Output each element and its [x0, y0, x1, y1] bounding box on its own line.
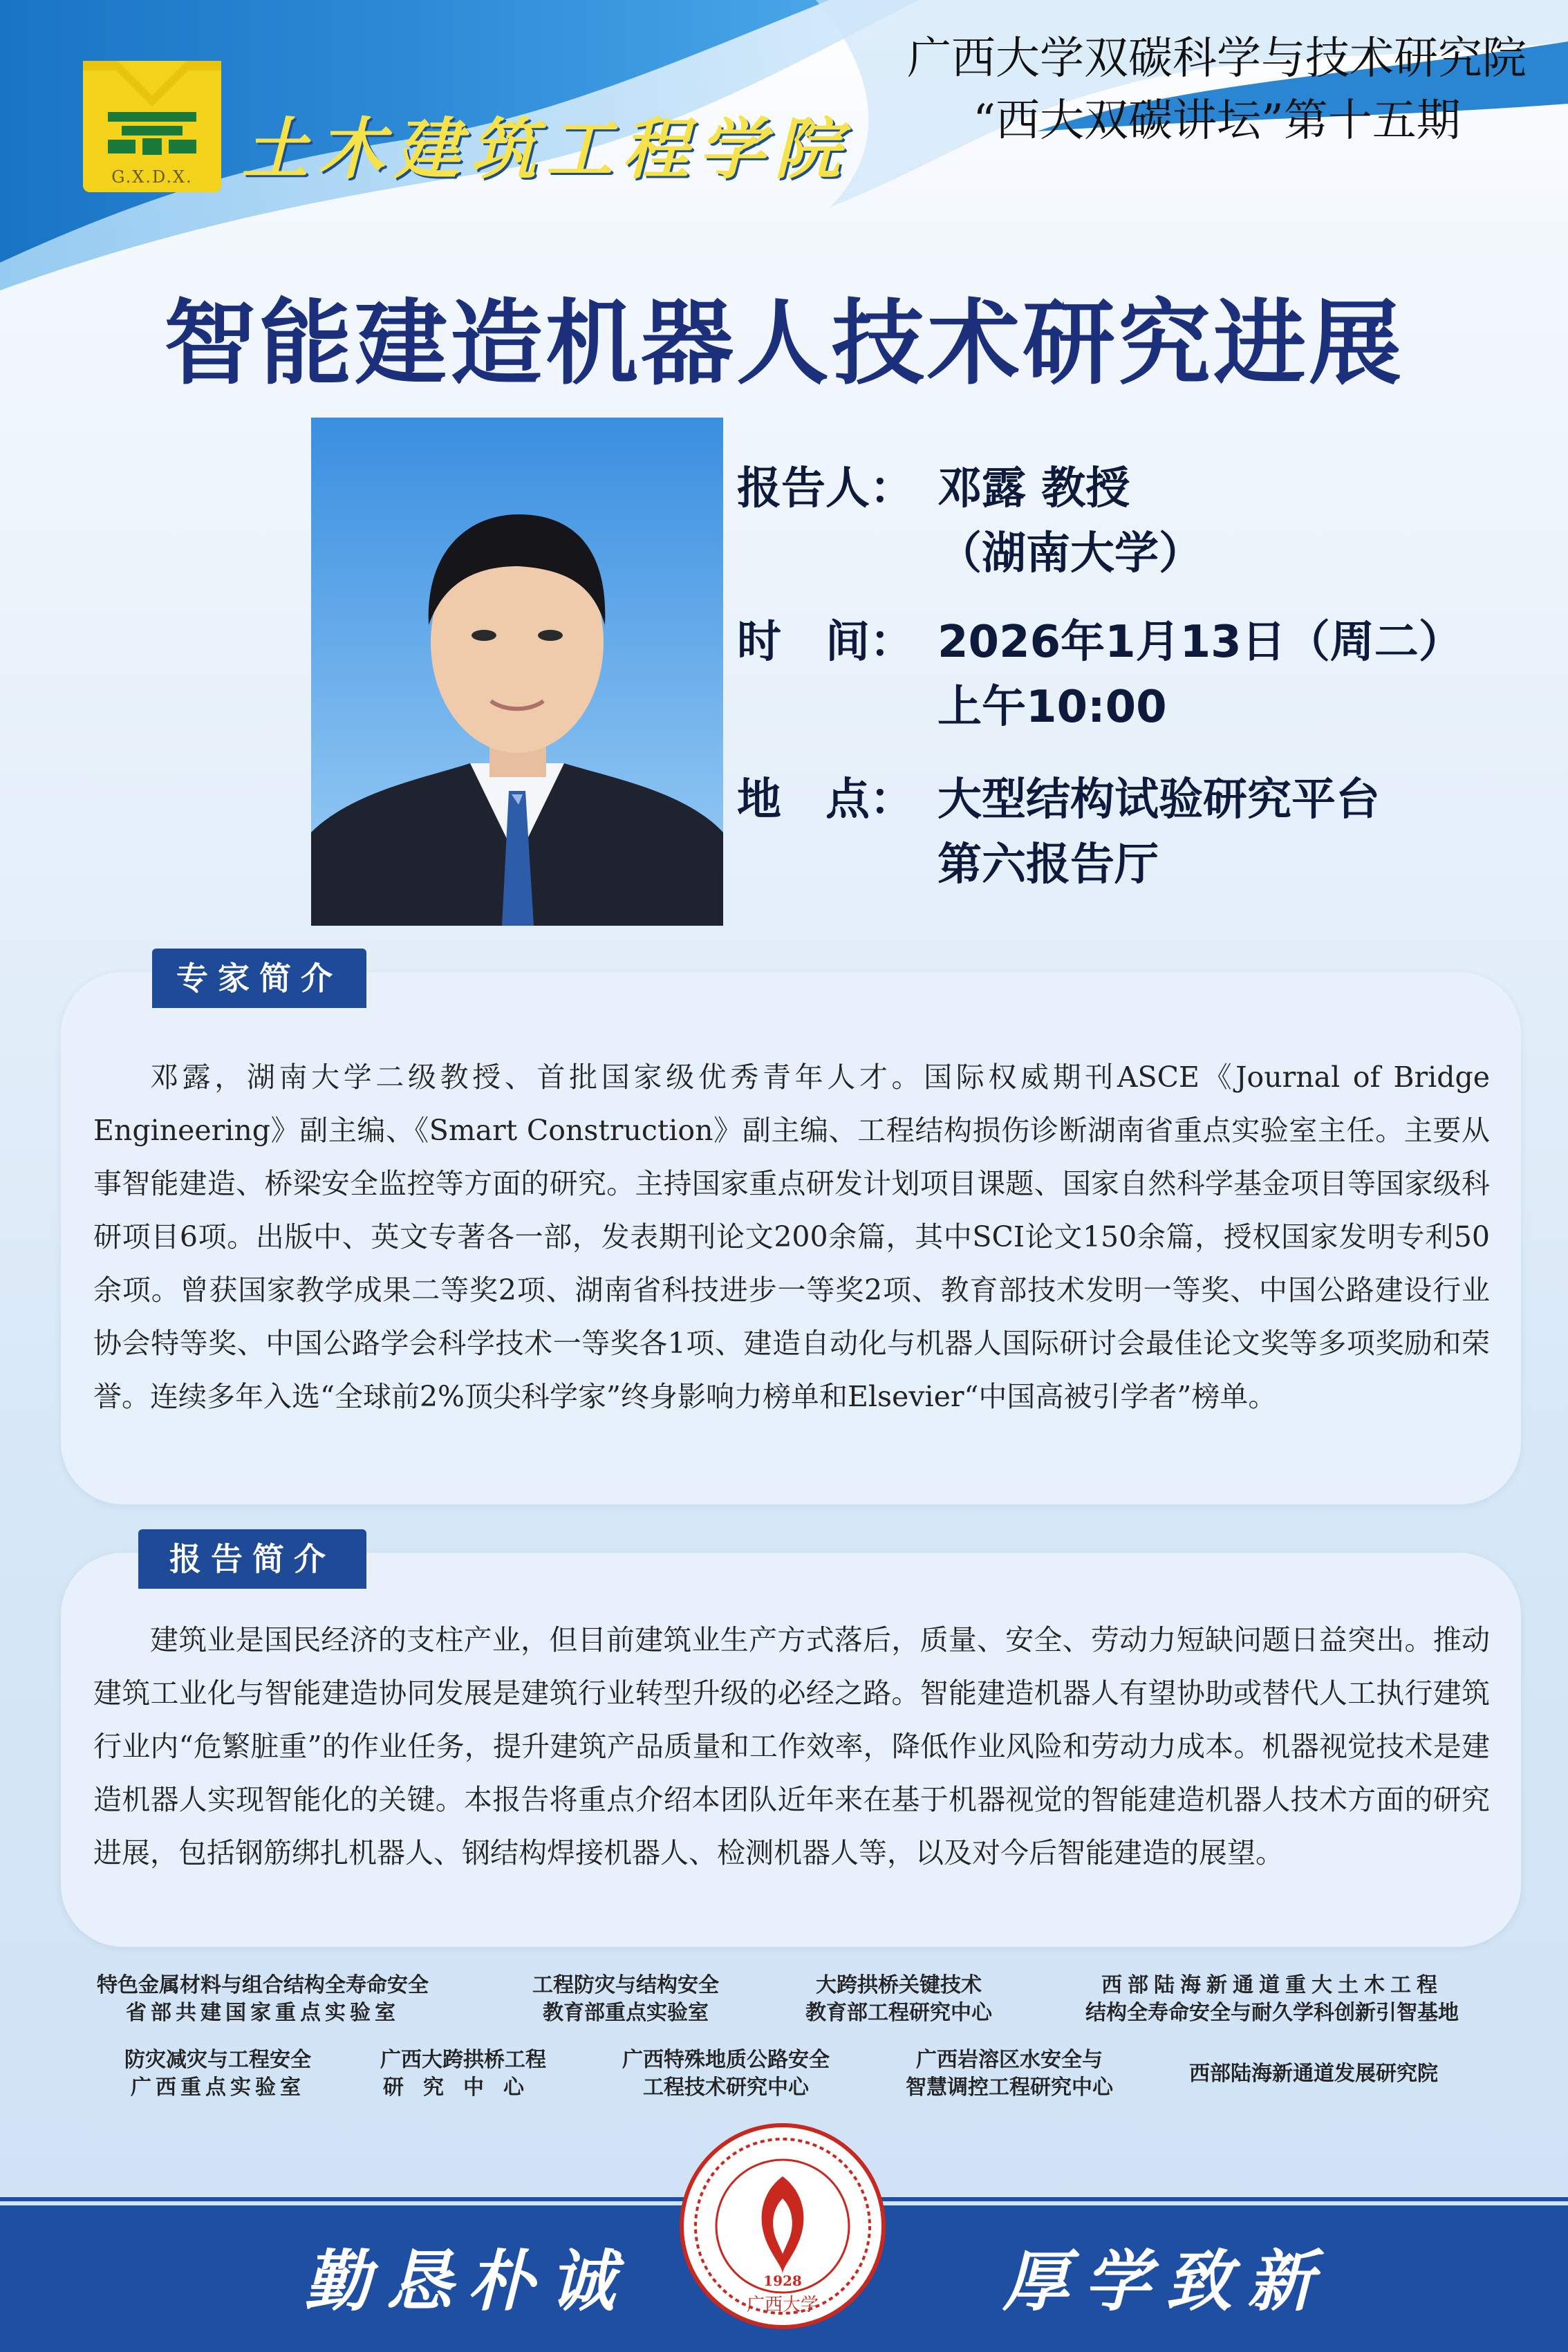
lab-item — [885, 2046, 1134, 2102]
lab-line: 西部陆海新通道重大土木工程 — [1101, 1973, 1443, 1997]
speaker-photo — [311, 418, 723, 926]
speaker-affiliation: （湖南大学） — [937, 528, 1203, 579]
school-name: 土木建筑工程学院 — [242, 110, 850, 188]
lab-item — [83, 1972, 442, 2027]
time-clock: 上午10:00 — [937, 682, 1167, 733]
lab-line: 大跨拱桥关键技术 — [816, 1973, 982, 1997]
lab-item — [366, 2046, 560, 2102]
lab-line: 防灾减灾与工程安全 — [124, 2048, 311, 2072]
lab-line: 智慧调控工程研究中心 — [906, 2075, 1113, 2100]
lab-line: 广西特殊地质公路安全 — [622, 2048, 830, 2072]
header-right-block — [907, 28, 1527, 152]
institute-name: 广西大学双碳科学与技术研究院 — [907, 33, 1527, 84]
motto-left: 勤恳朴诚 — [304, 2242, 631, 2320]
forum-name: “西大双碳讲坛”第十五期 — [973, 95, 1461, 147]
lab-item — [1168, 2060, 1459, 2088]
seal-text: 广西大学 — [746, 2295, 819, 2315]
lab-line: 结构全寿命安全与耐久学科创新引智基地 — [1085, 2001, 1459, 2025]
lab-line: 研究中心 — [383, 2075, 543, 2100]
lab-line: 省部共建国家重点实验室 — [126, 2001, 400, 2025]
venue-line2: 第六报告厅 — [937, 839, 1159, 890]
lab-line: 西部陆海新通道发展研究院 — [1189, 2062, 1438, 2086]
lab-item — [104, 2046, 332, 2102]
info-time — [737, 610, 1463, 740]
abstract-text: 建筑业是国民经济的支柱产业，但目前建筑业生产方式落后，质量、安全、劳动力短缺问题日益突出。推动建筑工业化与智能建造协同发展是建筑行业转型升级的必经之路。智能建造机器人有望协助或替代人工执行建筑行业内“危繁脏重”的作业任务，提升建筑产品质量和工作效率，降低作业风险和劳动力成本。机器视觉技术是建造机器人实现智能化的关键。本报告将重点介绍本团队近年来在基于机器视觉的智能建造机器人技术方面的研究进展，包括钢筋绑扎机器人、钢结构焊接机器人、检测机器人等，以及对今后智能建造的展望。 — [93, 1623, 1490, 1869]
lab-item — [512, 1972, 740, 2027]
university-seal-icon — [679, 2122, 886, 2330]
talk-section-tag: 报告简介 — [138, 1529, 366, 1589]
info-speaker — [737, 456, 1203, 586]
lab-line: 教育部重点实验室 — [543, 2001, 709, 2025]
time-date: 2026年1月13日（周二） — [937, 617, 1463, 668]
speaker-label: 报告人： — [737, 463, 914, 514]
logo-text: G.X.D.X. — [111, 167, 193, 187]
bio-text: 邓露，湖南大学二级教授、首批国家级优秀青年人才。国际权威期刊ASCE《Journal of Bridge Engineering》副主编、《Smart Construction》副主编、工程结构损伤诊断湖南省重点实验室主任。主要从事智能建造、桥梁安全监控等方面的研究。主持国家重点研发计划项目课题、国家自然科学基金项目等国家级科研项目6项。出版中、英文专著各一部，发表期刊论文200余篇，其中SCI论文150余篇，授权国家发明专利50余项。曾获国家教学成果二等奖2项、湖南省科技进步一等奖2项、教育部技术发明一等奖、中国公路建设行业协会特等奖、中国公路学会科学技术一等奖各1项、建造自动化与机器人国际研讨会最佳论文奖等多项奖励和荣誉。连续多年入选“全球前2%顶尖科学家”终身影响力榜单和Elsevier“中国高被引学者”榜单。 — [93, 1061, 1490, 1413]
venue-line1: 大型结构试验研究平台 — [937, 774, 1380, 825]
motto-right: 厚学致新 — [1002, 2242, 1329, 2320]
talk-title: 智能建造机器人技术研究进展 — [163, 290, 1404, 398]
lab-line: 广西岩溶区水安全与 — [916, 2048, 1103, 2072]
lab-line: 特色金属材料与组合结构全寿命安全 — [97, 1973, 429, 1997]
seal-year: 1928 — [763, 2272, 802, 2289]
lab-item — [601, 2046, 850, 2102]
expert-section-tag: 专家简介 — [152, 949, 366, 1008]
lab-line: 工程防灾与结构安全 — [532, 1973, 719, 1997]
info-venue — [737, 767, 1380, 897]
lab-line: 广西重点实验室 — [131, 2075, 305, 2100]
speaker-name: 邓露 教授 — [937, 463, 1130, 514]
venue-label: 地 点： — [737, 774, 914, 825]
lab-item — [1065, 1972, 1480, 2027]
school-logo — [83, 61, 221, 192]
time-label: 时 间： — [737, 617, 914, 668]
lab-line: 工程技术研究中心 — [643, 2075, 809, 2100]
lab-item — [788, 1972, 1009, 2027]
lab-line: 广西大跨拱桥工程 — [380, 2048, 546, 2072]
lab-line: 教育部工程研究中心 — [805, 2001, 992, 2025]
